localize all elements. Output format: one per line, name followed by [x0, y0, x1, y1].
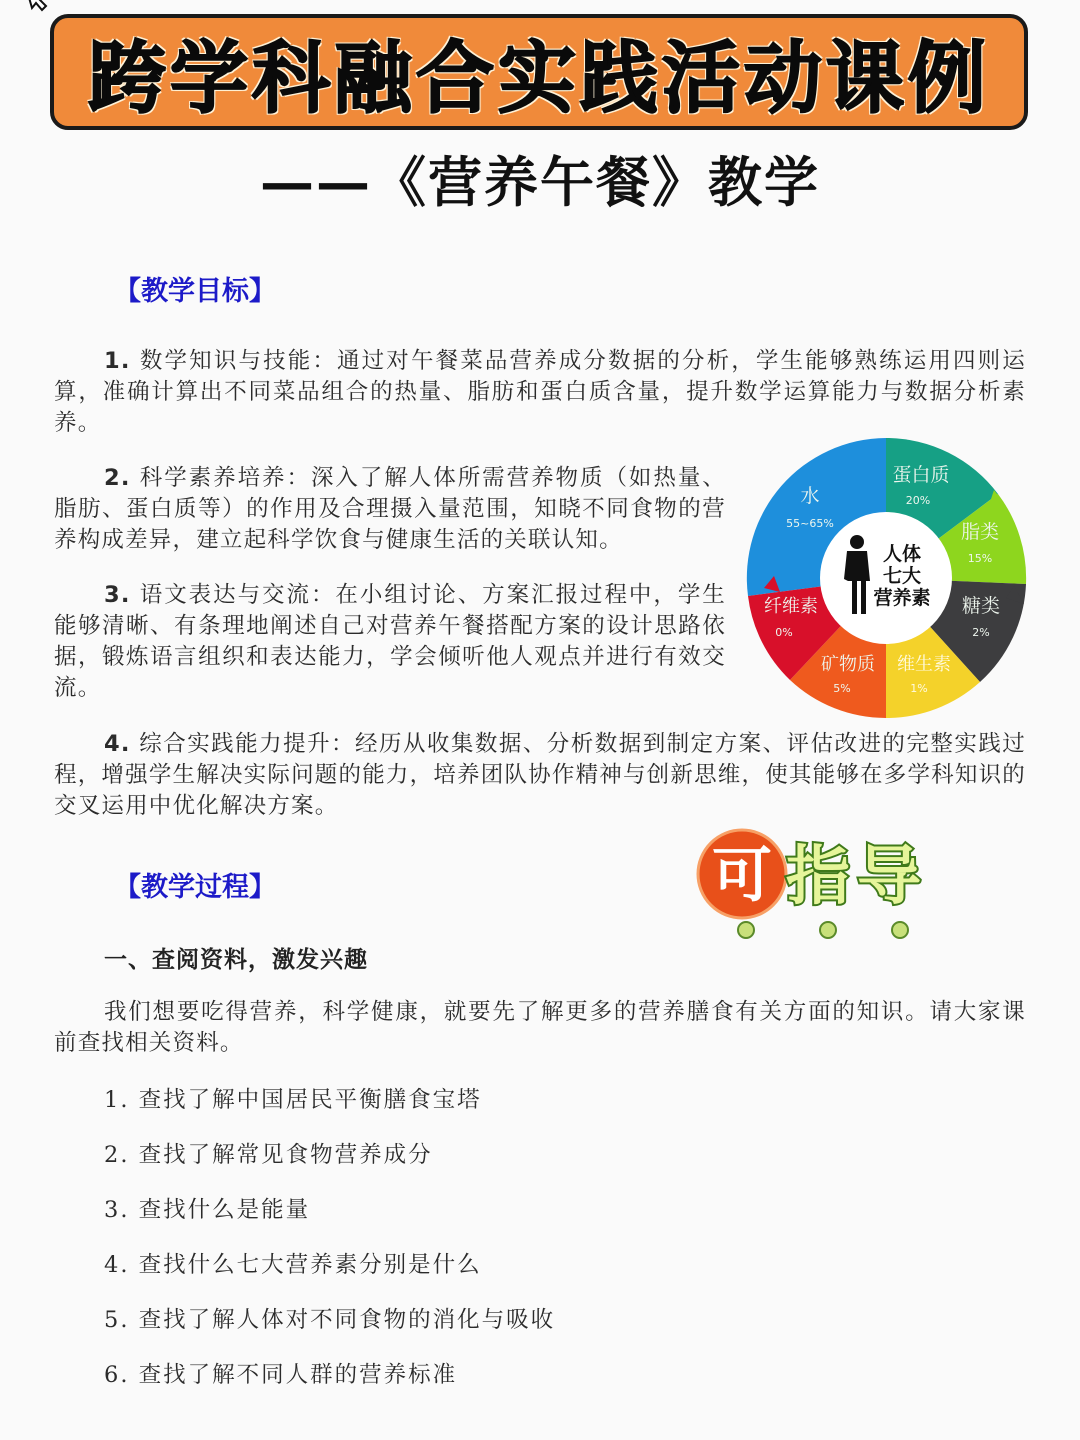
title-banner [50, 14, 1028, 130]
objective-item-4: 4. 综合实践能力提升：经历从收集数据、分析数据到制定方案、评估改进的完整实践过程，增强学生解决实际问题的能力，培养团队协作精神与创新思维，使其能够在多学科知识的交叉运用中优化解决方案。 [54, 731, 1027, 819]
list-item: 4. 查找什么七大营养素分别是什么 [104, 1252, 482, 1278]
page-subtitle: ——《营养午餐》教学 [260, 150, 820, 214]
svg-text:纤维素: 纤维素 [764, 596, 818, 617]
svg-text:可: 可 [712, 841, 772, 911]
objectives-heading: 【教学目标】 [114, 276, 276, 307]
svg-text:糖类: 糖类 [961, 595, 1001, 617]
objective-item-2: 2. 科学素养培养：深入了解人体所需营养物质（如热量、脂肪、蛋白质等）的作用及合理摄入量范围，知晓不同食物的营养构成差异，建立起科学饮食与健康生活的关联认知。 [54, 465, 726, 553]
list-item: 3. 查找什么是能量 [104, 1197, 311, 1223]
svg-text:人体: 人体 [882, 543, 922, 565]
list-item: 1. 查找了解中国居民平衡膳食宝塔 [104, 1087, 482, 1113]
svg-text:维生素: 维生素 [897, 654, 951, 675]
svg-text:导: 导 [857, 840, 921, 914]
svg-text:矿物质: 矿物质 [821, 654, 875, 675]
process-heading: 【教学过程】 [114, 872, 276, 903]
svg-text:蛋白质: 蛋白质 [892, 464, 950, 486]
objective-item-1: 1. 数学知识与技能：通过对午餐菜品营养成分数据的分析，学生能够熟练运用四则运算，准确计算出不同菜品组合的热量、脂肪和蛋白质含量，提升数学运算能力与数据分析素养。 [54, 348, 1026, 436]
list-item: 2. 查找了解常见食物营养成分 [104, 1142, 433, 1168]
list-item: 5. 查找了解人体对不同食物的消化与吸收 [104, 1307, 556, 1333]
svg-text:水: 水 [800, 485, 820, 507]
page-title: 跨学科融合实践活动课例 [87, 34, 990, 124]
svg-text:20%: 20% [905, 494, 931, 507]
svg-text:15%: 15% [967, 552, 993, 565]
step-1-intro: 我们想要吃得营养，科学健康，就要先了解更多的营养膳食有关方面的知识。请大家课前查找相关资料。 [54, 999, 1026, 1056]
svg-text:1%: 1% [910, 682, 928, 695]
svg-text:脂类: 脂类 [960, 521, 1000, 543]
guide-logo [696, 826, 936, 946]
nutrient-wheel-diagram [744, 436, 1028, 720]
research-task-list [104, 1082, 555, 1412]
list-item: 6. 查找了解不同人群的营养标准 [104, 1362, 458, 1388]
svg-text:七大: 七大 [882, 565, 922, 587]
objective-item-3: 3. 语文表达与交流：在小组讨论、方案汇报过程中，学生能够清晰、有条理地阐述自己对营养午餐搭配方案的设计思路依据，锻炼语言组织和表达能力，学会倾听他人观点并进行有效交流。 [54, 582, 726, 701]
svg-text:55~65%: 55~65% [786, 517, 834, 530]
flower-dots-icon [738, 922, 908, 938]
svg-text:2%: 2% [972, 626, 990, 639]
mouse-cursor-icon [22, 0, 58, 18]
svg-text:5%: 5% [833, 682, 851, 695]
svg-text:0%: 0% [775, 626, 793, 639]
svg-text:指: 指 [786, 840, 850, 914]
step-1-title: 一、查阅资料，激发兴趣 [104, 947, 368, 973]
svg-text:营养素: 营养素 [873, 587, 931, 609]
